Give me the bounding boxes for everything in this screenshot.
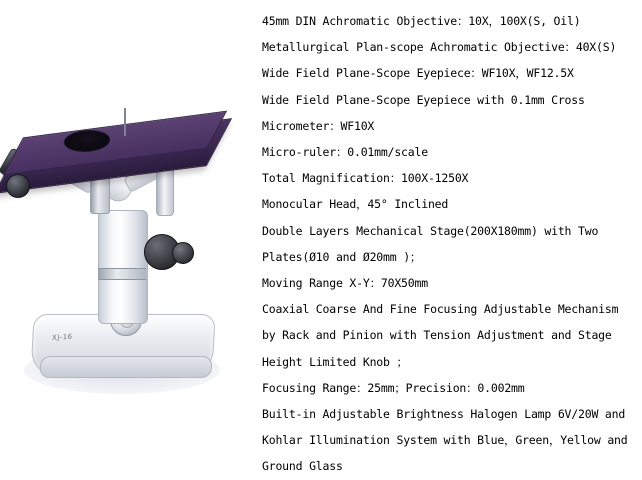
spec-line: Monocular Head，45° Inclined (262, 197, 449, 212)
spec-line: Total Magnification：100X-1250X (262, 171, 469, 186)
stage-pointer (124, 108, 126, 136)
fine-focus-knob (172, 242, 194, 264)
spec-line: Wide Field Plane-Scope Eyepiece：WF10X，WF12.5X (262, 66, 574, 81)
pillar-band (98, 268, 146, 280)
spec-line: Focusing Range：25mm；Precision：0.002mm (262, 380, 525, 395)
spec-line: Double Layers Mechanical Stage(200X180mm) with Two Plates(Ø10 and Ø20mm )； (262, 223, 599, 264)
product-photo-pane (0, 0, 258, 427)
spec-line: Micro-ruler：0.01mm/scale (262, 145, 428, 160)
spec-line: Micrometer：WF10X (262, 118, 375, 133)
spec-line: Moving Range X-Y：70X50mm (262, 276, 428, 291)
microscope-illustration (6, 118, 252, 408)
spec-line: Wide Field Plane-Scope Eyepiece with 0.1mm Cross (262, 92, 585, 107)
spec-line: Metallurgical Plan-scope Achromatic Objective：40X(S) (262, 40, 617, 55)
microscope-base-front (39, 356, 212, 378)
objective-lens (90, 176, 110, 214)
spec-line: 45mm DIN Achromatic Objective：10X，100X(S, Oil) (262, 14, 581, 28)
spec-line: Coaxial Coarse And Fine Focusing Adjustable Mechanism by Rack and Pinion with Tension Adjustment and Stage Height Limited Knob ； (262, 302, 619, 369)
specification-list (258, 0, 642, 474)
spec-line: Built-in Adjustable Brightness Halogen Lamp 6V/20W and Kohlar Illumination System with Blue，Green，Yellow and Ground Glass (262, 407, 628, 474)
microscope-pillar (98, 210, 148, 324)
base-brand-label: XJ-16 (51, 332, 73, 343)
stage-xy-knob (6, 174, 30, 198)
